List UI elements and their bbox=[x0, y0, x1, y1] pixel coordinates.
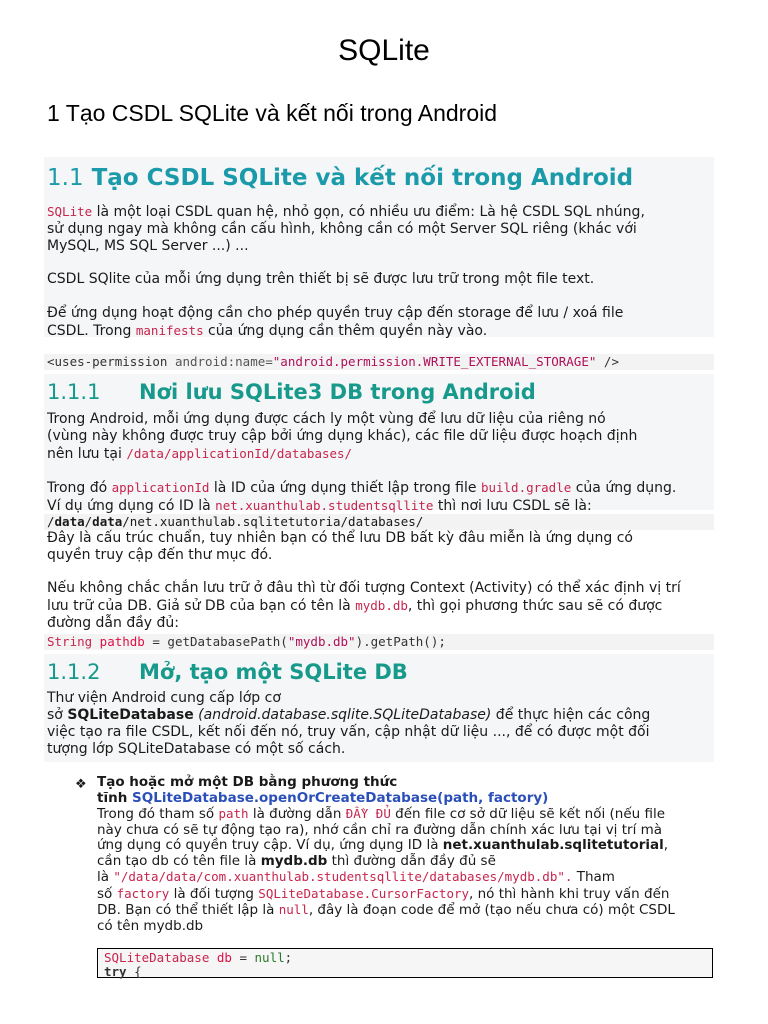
paragraph-sqlite-intro: SQLite là một loại CSDL quan hệ, nhỏ gọn, có nhiều ưu điểm: Là hệ CSDL SQL nhúng, sử dụng ngay mà không cần cấu hình, không cần có một Server SQL riêng (khác với MySQL, MS SQL Server ...) ... bbox=[47, 204, 645, 254]
paragraph-context: Nếu không chắc chắn lưu trữ ở đâu thì từ đối tượng Context (Activity) có thể xác định vị trí lưu trữ của DB. Giả sử DB của bạn có tên là mydb.db, thì gọi phương thức sau sẽ có được đường dẫn đầy đủ: bbox=[47, 580, 681, 631]
paragraph-standard-structure: Đây là cấu trúc chuẩn, tuy nhiên bạn có thể lưu DB bất kỳ đâu miễn là ứng dụng có quyền truy cập đến thư mục đó. bbox=[47, 530, 633, 563]
paragraph-sqlitedatabase: Thư viện Android cung cấp lớp cơ sở SQLiteDatabase (android.database.sqlite.SQLiteDatabase) để thực hiện các công việc tạo ra file CSDL, kết nối đến nó, truy vấn, cập nhật dữ liệu ..., để có được một đối tượng lớp SQLiteDatabase có một số cách. bbox=[47, 690, 651, 757]
paragraph-storage: CSDL SQlite của mỗi ứng dụng trên thiết bị sẽ được lưu trữ trong một file text. bbox=[47, 271, 595, 287]
bullet-open-or-create: Tạo hoặc mở một DB bằng phương thức tĩnh SQLiteDatabase.openOrCreateDatabase(path, factory) Trong đó tham số path là đường dẫn ĐẦY ĐỦ đến file cơ sở dữ liệu sẽ kết nối (nếu file này chưa có sẽ tự động tạo ra), nhớ cần chỉ ra đường dẫn chính xác lưu tại vị trí mà ứng dụng có quyền truy cập. Ví dụ, ứng dụng ID là net.xuanthulab.sqlitetutorial, cần tạo db có tên file là mydb.db thì đường dẫn đầy đủ sẽ là "/data/data/com.xuanthulab.studentsqllite/databases/mydb.db". Tham số factory là đối tượng SQLiteDatabase.CursorFactory, nó thì hành khi truy vấn đến DB. Bạn có thể thiết lập là null, đây là đoạn code để mở (tạo nếu chưa có) một CSDL có tên mydb.db bbox=[97, 774, 675, 934]
paragraph-storage-location: Trong Android, mỗi ứng dụng được cách ly một vùng để lưu dữ liệu của riêng nó (vùng này không được truy cập bởi ứng dụng khác), các file dữ liệu được hoạch định nên lưu tại /data/applicationId/databases/ bbox=[47, 411, 638, 462]
code-open-database: SQLiteDatabase db = null; try { bbox=[97, 948, 713, 978]
code-database-path: /data/data/net.xuanthulab.sqlitetutoria/databases/ bbox=[44, 514, 714, 530]
paragraph-application-id: Trong đó applicationId là ID của ứng dụng thiết lập trong file build.gradle của ứng dụng. Ví dụ ứng dụng có ID là net.xuanthulab.studentsqllite thì nơi lưu CSDL sẽ là: bbox=[47, 480, 677, 514]
heading-1: 1 Tạo CSDL SQLite và kết nối trong Android bbox=[47, 100, 498, 126]
page-title: SQLite bbox=[338, 34, 430, 67]
heading-1-1: 1.1 Tạo CSDL SQLite và kết nối trong Android bbox=[47, 165, 634, 191]
heading-1-1-2: 1.1.2 Mở, tạo một SQLite DB bbox=[47, 660, 408, 684]
paragraph-permission: Để ứng dụng hoạt động cần cho phép quyền truy cập đến storage để lưu / xoá file CSDL. Trong manifests của ứng dụng cần thêm quyền này vào. bbox=[47, 305, 624, 339]
inline-code: SQLite bbox=[47, 204, 93, 219]
bullet-diamond-icon: ❖ bbox=[75, 777, 87, 792]
code-uses-permission: <uses-permission android:name="android.permission.WRITE_EXTERNAL_STORAGE" /> bbox=[44, 354, 714, 370]
heading-1-1-1: 1.1.1 Nơi lưu SQLite3 DB trong Android bbox=[47, 380, 536, 404]
code-get-database-path: String pathdb = getDatabasePath("mydb.db").getPath(); bbox=[44, 634, 714, 650]
